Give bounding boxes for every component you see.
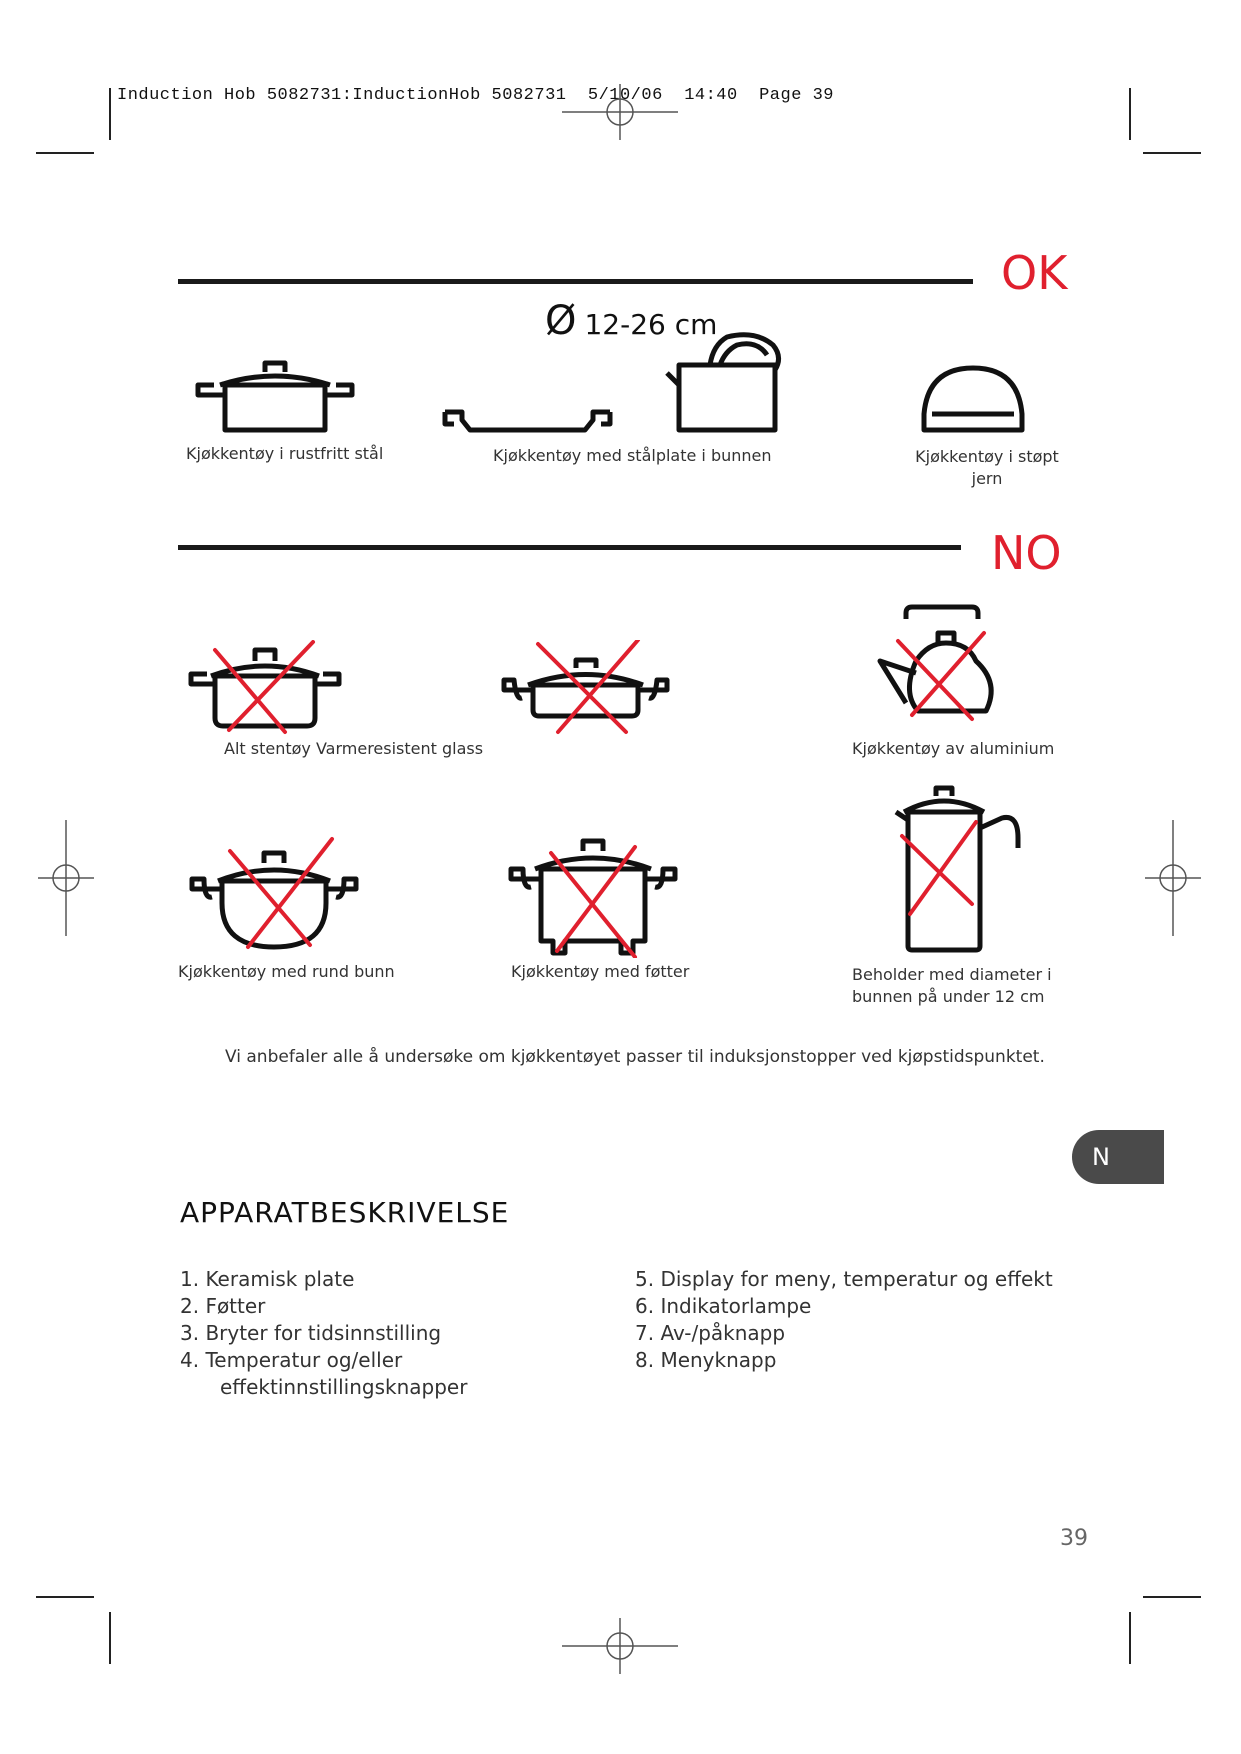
kettle-icon [665,325,795,435]
flat-pan-icon [440,400,615,440]
diameter-text: 12-26 cm [584,308,718,341]
ok-caption-cast-iron: Kjøkkentøy i støpt jern [915,447,1059,488]
ok-caption-stainless: Kjøkkentøy i rustfritt stål [186,444,384,463]
no-caption-stoneware-glass: Alt stentøy Varmeresistent glass [224,739,484,758]
recommendation-text: Vi anbefaler alle å undersøke om kjøkkentøyet passer til induksjonstopper ved kjøpstidspunktet. [225,1047,1045,1067]
ok-caption-steel-base: Kjøkkentøy med stålplate i bunnen [493,446,772,465]
list-item: 1. Keramisk plate [180,1267,355,1291]
list-item: 7. Av-/påknapp [635,1321,786,1345]
crossed-kettle-icon [876,603,1006,723]
no-caption-small-diameter: Beholder med diameter i bunnen på under 12 cm [852,965,1052,1006]
language-tab-label: N [1092,1143,1110,1171]
parts-list-left [180,1266,467,1401]
registration-mark-icon [560,1616,680,1676]
crossed-footed-pot-icon [505,833,680,958]
page-number: 39 [1060,1526,1088,1551]
registration-mark-icon [36,818,96,938]
registration-mark-icon [1143,818,1203,938]
diameter-symbol: Ø [545,298,577,344]
crossed-shallow-pan-icon [498,640,673,735]
section-heading: APPARATBESKRIVELSE [180,1196,510,1229]
crossed-coffee-pot-icon [890,784,1025,954]
parts-list-right [635,1266,1053,1374]
list-item: 4. Temperatur og/eller [180,1348,403,1372]
ok-label: OK [1001,246,1068,300]
list-item: 5. Display for meny, temperatur og effekt [635,1267,1053,1291]
print-slug: Induction Hob 5082731:InductionHob 5082731 5/10/06 14:40 Page 39 [117,86,835,105]
list-item-continuation: effektinnstillingsknapper [220,1375,468,1399]
list-item: 6. Indikatorlampe [635,1294,812,1318]
no-label: NO [991,526,1062,580]
no-caption-aluminium: Kjøkkentøy av aluminium [852,739,1055,758]
ok-divider [178,279,973,284]
casserole-icon [190,355,360,435]
language-tab [1072,1130,1164,1184]
list-item: 3. Bryter for tidsinnstilling [180,1321,442,1345]
list-item: 2. Føtter [180,1294,266,1318]
crossed-round-pot-icon [186,833,361,953]
registration-mark-icon [560,82,680,142]
no-divider [178,545,961,550]
list-item: 8. Menyknapp [635,1348,777,1372]
crossed-casserole-icon [185,640,345,735]
cast-iron-pot-icon [918,362,1028,437]
no-caption-feet: Kjøkkentøy med føtter [511,962,690,981]
no-caption-round-bottom: Kjøkkentøy med rund bunn [178,962,395,981]
